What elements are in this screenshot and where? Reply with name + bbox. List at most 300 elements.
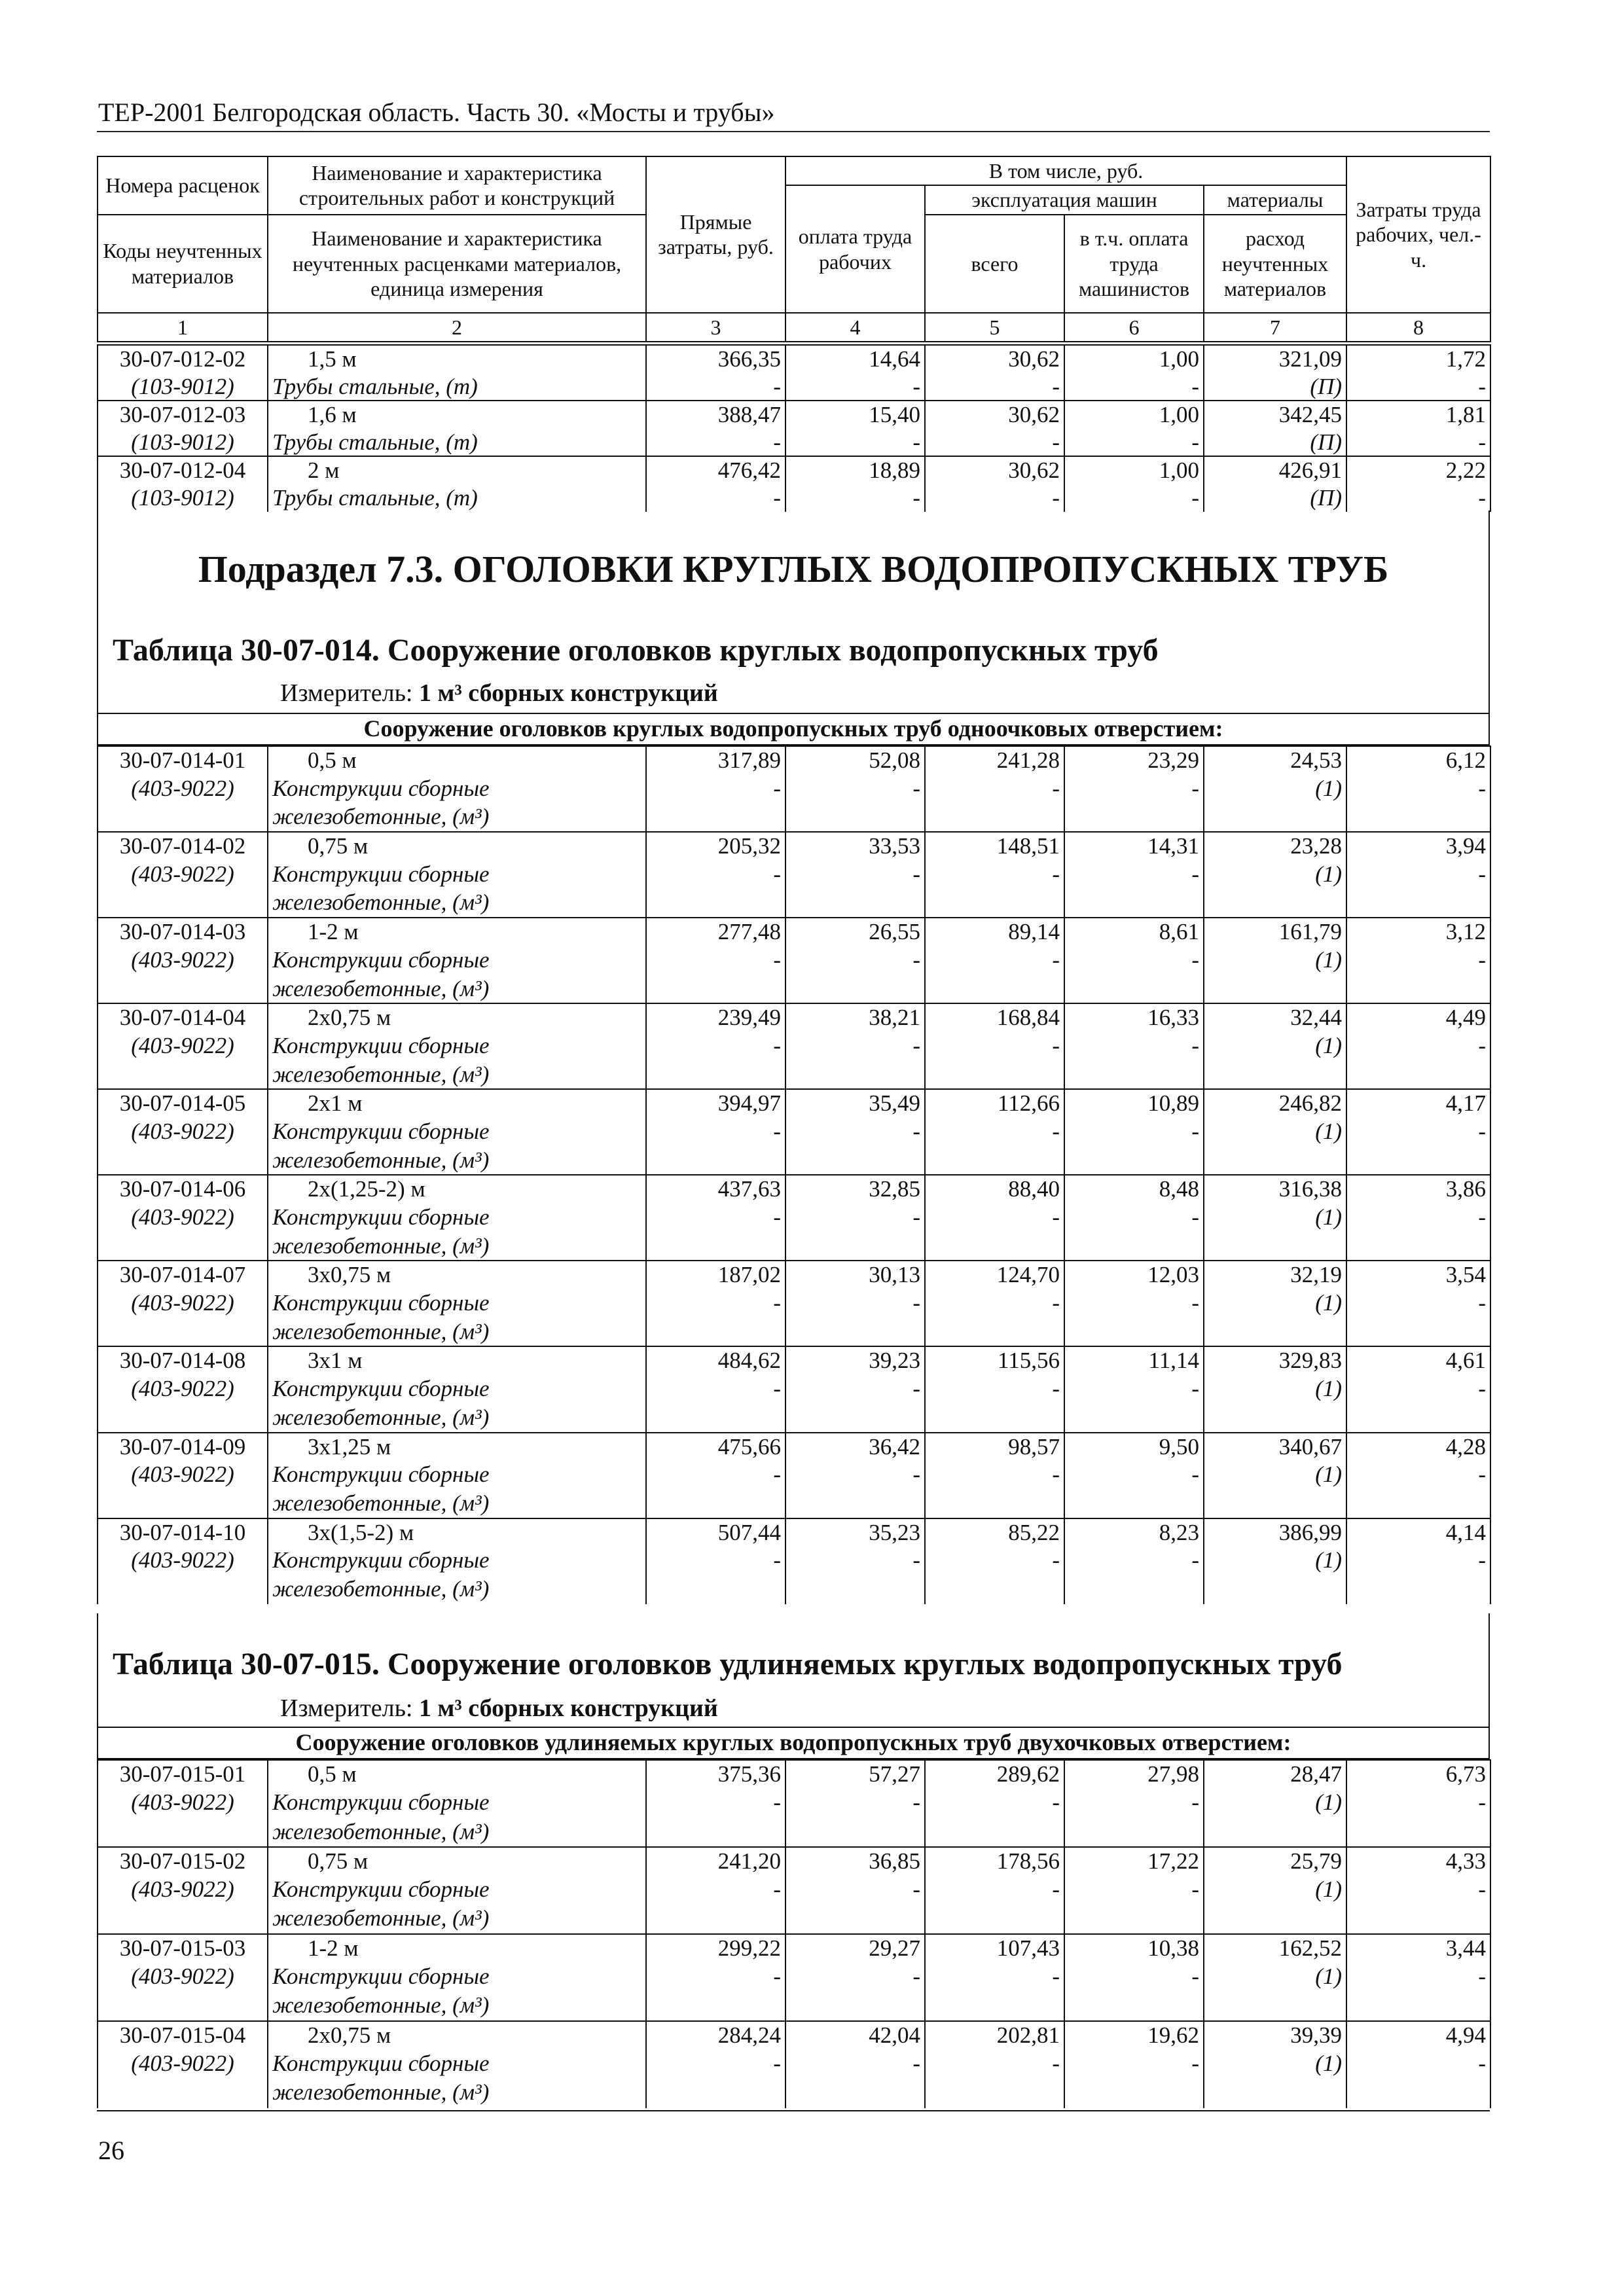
rate-code: 30-07-014-06	[98, 1175, 268, 1204]
materials-cost: 329,83	[1204, 1346, 1346, 1375]
material-name: Конструкции сборные	[268, 1876, 646, 1905]
empty-cell	[1064, 1318, 1204, 1347]
empty-cell	[98, 1818, 268, 1847]
col-header-machines-total: всего	[925, 215, 1064, 313]
material-code: (403-9022)	[98, 1547, 268, 1575]
rate-code: 30-07-015-03	[98, 1934, 268, 1963]
materials-cost: 162,52	[1204, 1934, 1346, 1963]
empty-cell	[646, 1905, 785, 1933]
col-num: 4	[785, 313, 925, 342]
empty-cell	[1064, 1992, 1204, 2020]
empty-cell	[1346, 1575, 1490, 1604]
table-row	[98, 975, 1490, 1004]
work-name: 3х1 м	[268, 1346, 646, 1375]
dash-value: -	[925, 1547, 1064, 1575]
labor-hours: 4,94	[1346, 2021, 1490, 2050]
empty-cell	[785, 1905, 925, 1933]
empty-cell	[1064, 1232, 1204, 1261]
material-name: Конструкции сборные	[268, 1289, 646, 1318]
labor-hours: 6,12	[1346, 746, 1490, 775]
table-row	[98, 1575, 1490, 1604]
machinists-pay: 19,62	[1064, 2021, 1204, 2050]
empty-cell	[925, 1490, 1064, 1518]
rate-code: 30-07-012-04	[98, 456, 268, 484]
labor-hours: 4,14	[1346, 1518, 1490, 1547]
empty-cell	[925, 975, 1064, 1004]
material-group: (1)	[1204, 775, 1346, 804]
machinists-pay: 8,48	[1064, 1175, 1204, 1204]
direct-costs: 437,63	[646, 1175, 785, 1204]
material-code: (103-9012)	[98, 484, 268, 512]
col-num: 8	[1346, 313, 1490, 342]
rate-code: 30-07-014-03	[98, 918, 268, 946]
material-group: (1)	[1204, 1032, 1346, 1061]
dash-value: -	[1064, 1963, 1204, 1992]
workers-pay: 38,21	[785, 1003, 925, 1032]
material-name: Конструкции сборные	[268, 1547, 646, 1575]
empty-cell	[1346, 803, 1490, 832]
page-number: 26	[98, 2136, 124, 2165]
workers-pay: 57,27	[785, 1760, 925, 1789]
table-row	[98, 1518, 1490, 1547]
material-name: Конструкции сборные	[268, 1032, 646, 1061]
dash-value: -	[646, 1204, 785, 1232]
table-row	[98, 1905, 1490, 1933]
table-row	[98, 1461, 1490, 1490]
empty-cell	[1346, 1147, 1490, 1175]
dash-value: -	[1064, 1375, 1204, 1404]
dash-value: -	[785, 1375, 925, 1404]
work-name: 2х1 м	[268, 1089, 646, 1118]
rates-table-014	[97, 745, 1491, 1604]
empty-cell	[1346, 975, 1490, 1004]
dash-value: -	[925, 1789, 1064, 1818]
material-name: Трубы стальные, (т)	[268, 429, 646, 457]
dash-value: -	[1064, 429, 1204, 457]
empty-cell	[1204, 1147, 1346, 1175]
rate-code: 30-07-014-05	[98, 1089, 268, 1118]
materials-cost: 340,67	[1204, 1433, 1346, 1462]
material-name: Конструкции сборные	[268, 1118, 646, 1147]
material-group: (1)	[1204, 1204, 1346, 1232]
dash-value: -	[646, 1876, 785, 1905]
dash-value: -	[646, 484, 785, 512]
material-code: (403-9022)	[98, 775, 268, 804]
labor-hours: 4,61	[1346, 1346, 1490, 1375]
material-group: (1)	[1204, 1461, 1346, 1490]
empty-cell	[785, 1318, 925, 1347]
dash-value: -	[925, 1963, 1064, 1992]
work-name: 2 м	[268, 456, 646, 484]
work-name: 0,75 м	[268, 1847, 646, 1876]
empty-cell	[98, 803, 268, 832]
empty-cell	[1346, 889, 1490, 918]
table-row	[98, 429, 1490, 457]
material-name-cont: железобетонные, (м³)	[268, 1818, 646, 1847]
empty-cell	[1064, 975, 1204, 1004]
empty-cell	[925, 1232, 1064, 1261]
empty-cell	[1064, 803, 1204, 832]
materials-cost: 32,19	[1204, 1261, 1346, 1289]
work-name: 0,75 м	[268, 832, 646, 861]
table-row	[98, 1963, 1490, 1992]
frame-bottom	[97, 2110, 1490, 2111]
empty-cell	[98, 1490, 268, 1518]
table-row	[98, 1404, 1490, 1433]
material-name-cont: железобетонные, (м³)	[268, 1318, 646, 1347]
workers-pay: 15,40	[785, 401, 925, 429]
machines-total: 30,62	[925, 401, 1064, 429]
empty-cell	[1064, 1147, 1204, 1175]
table-row	[98, 1089, 1490, 1118]
dash-value: -	[646, 861, 785, 889]
workers-pay: 36,42	[785, 1433, 925, 1462]
material-name-cont: железобетонные, (м³)	[268, 803, 646, 832]
dash-value: -	[646, 1963, 785, 1992]
dash-value: -	[1346, 1289, 1490, 1318]
empty-cell	[785, 1575, 925, 1604]
material-code: (403-9022)	[98, 1118, 268, 1147]
empty-cell	[98, 1992, 268, 2020]
empty-cell	[1346, 2079, 1490, 2108]
material-code: (403-9022)	[98, 1789, 268, 1818]
empty-cell	[1204, 1905, 1346, 1933]
empty-cell	[785, 1147, 925, 1175]
material-group: (1)	[1204, 1789, 1346, 1818]
material-name: Конструкции сборные	[268, 1204, 646, 1232]
materials-cost: 386,99	[1204, 1518, 1346, 1547]
direct-costs: 366,35	[646, 345, 785, 373]
rate-code: 30-07-014-07	[98, 1261, 268, 1289]
dash-value: -	[1064, 1789, 1204, 1818]
empty-cell	[925, 1818, 1064, 1847]
work-name: 3х(1,5-2) м	[268, 1518, 646, 1547]
rate-code: 30-07-012-02	[98, 345, 268, 373]
col-header-labor: Затраты труда рабочих, чел.-ч.	[1346, 156, 1490, 313]
table-row	[98, 803, 1490, 832]
dash-value: -	[925, 946, 1064, 975]
table-row	[98, 1147, 1490, 1175]
labor-hours: 4,17	[1346, 1089, 1490, 1118]
machinists-pay: 10,38	[1064, 1934, 1204, 1963]
empty-cell	[1204, 1575, 1346, 1604]
labor-hours: 4,33	[1346, 1847, 1490, 1876]
dash-value: -	[785, 1461, 925, 1490]
empty-cell	[925, 1992, 1064, 2020]
table-row	[98, 1318, 1490, 1347]
dash-value: -	[1064, 1461, 1204, 1490]
empty-cell	[646, 1147, 785, 1175]
rates-table-015	[97, 1759, 1491, 2108]
dash-value: -	[785, 1032, 925, 1061]
empty-cell	[98, 1318, 268, 1347]
dash-value: -	[785, 1289, 925, 1318]
running-header: ТЕР-2001 Белгородская область. Часть 30. «Мосты и трубы»	[98, 98, 775, 127]
material-code: (403-9022)	[98, 1289, 268, 1318]
dash-value: -	[646, 946, 785, 975]
material-code: (403-9022)	[98, 1876, 268, 1905]
material-group: (П)	[1204, 484, 1346, 512]
empty-cell	[1064, 889, 1204, 918]
work-name: 3х1,25 м	[268, 1433, 646, 1462]
work-name: 1-2 м	[268, 1934, 646, 1963]
dash-value: -	[1064, 484, 1204, 512]
empty-cell	[1064, 1818, 1204, 1847]
dash-value: -	[1064, 1876, 1204, 1905]
empty-cell	[1064, 1575, 1204, 1604]
machines-total: 289,62	[925, 1760, 1064, 1789]
dash-value: -	[785, 1547, 925, 1575]
material-name: Конструкции сборные	[268, 775, 646, 804]
labor-hours: 4,49	[1346, 1003, 1490, 1032]
machinists-pay: 17,22	[1064, 1847, 1204, 1876]
empty-cell	[1346, 1232, 1490, 1261]
labor-hours: 1,72	[1346, 345, 1490, 373]
empty-cell	[1204, 1818, 1346, 1847]
dash-value: -	[1346, 484, 1490, 512]
work-name: 2х0,75 м	[268, 2021, 646, 2050]
direct-costs: 187,02	[646, 1261, 785, 1289]
table-row	[98, 1003, 1490, 1032]
machines-total: 107,43	[925, 1934, 1064, 1963]
table-row	[98, 2079, 1490, 2108]
machinists-pay: 1,00	[1064, 345, 1204, 373]
empty-cell	[646, 1490, 785, 1518]
direct-costs: 484,62	[646, 1346, 785, 1375]
machines-total: 115,56	[925, 1346, 1064, 1375]
workers-pay: 42,04	[785, 2021, 925, 2050]
table-row	[98, 1847, 1490, 1876]
workers-pay: 52,08	[785, 746, 925, 775]
work-name: 2х(1,25-2) м	[268, 1175, 646, 1204]
empty-cell	[646, 1575, 785, 1604]
empty-cell	[1346, 1818, 1490, 1847]
material-code: (403-9022)	[98, 861, 268, 889]
col-header-name: Наименование и характеристика строительных работ и конструкций	[268, 156, 646, 215]
direct-costs: 475,66	[646, 1433, 785, 1462]
empty-cell	[646, 803, 785, 832]
table-row	[98, 1992, 1490, 2020]
col-header-machines: эксплуатация машин	[925, 185, 1204, 214]
frame-left	[97, 511, 98, 746]
empty-cell	[925, 1061, 1064, 1090]
dash-value: -	[646, 1461, 785, 1490]
rate-code: 30-07-014-10	[98, 1518, 268, 1547]
table-row	[98, 1789, 1490, 1818]
col-header-material-name: Наименование и характеристика неучтенных расценками материалов, единица измерения	[268, 215, 646, 313]
dash-value: -	[925, 2050, 1064, 2079]
rate-code: 30-07-015-01	[98, 1760, 268, 1789]
dash-value: -	[646, 1375, 785, 1404]
dash-value: -	[1346, 373, 1490, 401]
machinists-pay: 23,29	[1064, 746, 1204, 775]
dash-value: -	[1346, 1789, 1490, 1818]
machinists-pay: 10,89	[1064, 1089, 1204, 1118]
rate-code: 30-07-015-04	[98, 2021, 268, 2050]
work-name: 0,5 м	[268, 746, 646, 775]
empty-cell	[1204, 975, 1346, 1004]
dash-value: -	[785, 484, 925, 512]
dash-value: -	[785, 2050, 925, 2079]
empty-cell	[925, 1905, 1064, 1933]
machinists-pay: 1,00	[1064, 456, 1204, 484]
table-row	[98, 1547, 1490, 1575]
table-row	[98, 1490, 1490, 1518]
empty-cell	[646, 1061, 785, 1090]
materials-cost: 24,53	[1204, 746, 1346, 775]
dash-value: -	[925, 1032, 1064, 1061]
table-row	[98, 1118, 1490, 1147]
empty-cell	[646, 1404, 785, 1433]
table-row	[98, 1261, 1490, 1289]
dash-value: -	[646, 1547, 785, 1575]
dash-value: -	[1064, 775, 1204, 804]
empty-cell	[785, 1992, 925, 2020]
dash-value: -	[925, 1289, 1064, 1318]
empty-cell	[1204, 1490, 1346, 1518]
material-name-cont: железобетонные, (м³)	[268, 1992, 646, 2020]
machinists-pay: 11,14	[1064, 1346, 1204, 1375]
empty-cell	[1064, 1490, 1204, 1518]
machines-total: 168,84	[925, 1003, 1064, 1032]
dash-value: -	[785, 1963, 925, 1992]
empty-cell	[925, 1318, 1064, 1347]
materials-cost: 342,45	[1204, 401, 1346, 429]
material-name: Трубы стальные, (т)	[268, 373, 646, 401]
material-name: Конструкции сборные	[268, 1789, 646, 1818]
col-num: 2	[268, 313, 646, 342]
dash-value: -	[785, 1204, 925, 1232]
dash-value: -	[925, 1204, 1064, 1232]
material-name: Конструкции сборные	[268, 1963, 646, 1992]
dash-value: -	[925, 775, 1064, 804]
frame-right	[1489, 511, 1490, 746]
section-heading: Подраздел 7.3. ОГОЛОВКИ КРУГЛЫХ ВОДОПРОПУСКНЫХ ТРУБ	[198, 548, 1389, 590]
dash-value: -	[1346, 1375, 1490, 1404]
dash-value: -	[1064, 1118, 1204, 1147]
material-group: (1)	[1204, 2050, 1346, 2079]
table-row	[98, 1876, 1490, 1905]
empty-cell	[646, 1992, 785, 2020]
col-header-direct-costs: Прямые затраты, руб.	[646, 156, 785, 313]
table-row	[98, 1934, 1490, 1963]
machinists-pay: 14,31	[1064, 832, 1204, 861]
material-name-cont: железобетонные, (м³)	[268, 1490, 646, 1518]
empty-cell	[98, 889, 268, 918]
dash-value: -	[646, 2050, 785, 2079]
empty-cell	[1204, 2079, 1346, 2108]
table-row	[98, 1375, 1490, 1404]
table-banner-015: Сооружение оголовков удлиняемых круглых водопропускных труб двухочковых отверстием:	[97, 1727, 1490, 1759]
labor-hours: 3,12	[1346, 918, 1490, 946]
direct-costs: 284,24	[646, 2021, 785, 2050]
machinists-pay: 9,50	[1064, 1433, 1204, 1462]
empty-cell	[925, 1404, 1064, 1433]
material-name-cont: железобетонные, (м³)	[268, 1232, 646, 1261]
workers-pay: 26,55	[785, 918, 925, 946]
material-name: Трубы стальные, (т)	[268, 484, 646, 512]
machines-total: 30,62	[925, 345, 1064, 373]
material-name-cont: железобетонные, (м³)	[268, 2079, 646, 2108]
machinists-pay: 12,03	[1064, 1261, 1204, 1289]
empty-cell	[98, 1061, 268, 1090]
machinists-pay: 8,61	[1064, 918, 1204, 946]
table-row	[98, 1760, 1490, 1789]
empty-cell	[1346, 1905, 1490, 1933]
dash-value: -	[646, 1789, 785, 1818]
material-code: (403-9022)	[98, 946, 268, 975]
material-group: (П)	[1204, 373, 1346, 401]
table-row	[98, 345, 1490, 373]
material-name: Конструкции сборные	[268, 1375, 646, 1404]
direct-costs: 277,48	[646, 918, 785, 946]
material-code: (403-9022)	[98, 1963, 268, 1992]
frame-left	[97, 1613, 98, 1761]
workers-pay: 29,27	[785, 1934, 925, 1963]
material-code: (403-9022)	[98, 1461, 268, 1490]
dash-value: -	[1064, 1204, 1204, 1232]
material-name: Конструкции сборные	[268, 2050, 646, 2079]
col-num: 3	[646, 313, 785, 342]
workers-pay: 32,85	[785, 1175, 925, 1204]
empty-cell	[646, 975, 785, 1004]
table-row	[98, 1232, 1490, 1261]
table-row	[98, 1346, 1490, 1375]
col-num: 6	[1064, 313, 1204, 342]
work-name: 1,6 м	[268, 401, 646, 429]
work-name: 1,5 м	[268, 345, 646, 373]
empty-cell	[646, 1232, 785, 1261]
material-group: (1)	[1204, 861, 1346, 889]
col-header-workers-pay: оплата труда рабочих	[785, 185, 925, 312]
rate-code: 30-07-014-09	[98, 1433, 268, 1462]
labor-hours: 3,94	[1346, 832, 1490, 861]
material-name-cont: железобетонные, (м³)	[268, 1061, 646, 1090]
col-header-material-usage: расход неучтенных материалов	[1204, 215, 1346, 313]
table-row	[98, 1433, 1490, 1462]
empty-cell	[1064, 1404, 1204, 1433]
rate-code: 30-07-014-08	[98, 1346, 268, 1375]
machines-total: 178,56	[925, 1847, 1064, 1876]
measure-value: 1 м³ сборных конструкций	[419, 1695, 718, 1722]
labor-hours: 3,86	[1346, 1175, 1490, 1204]
material-group: (1)	[1204, 1375, 1346, 1404]
machinists-pay: 27,98	[1064, 1760, 1204, 1789]
dash-value: -	[646, 373, 785, 401]
dash-value: -	[1346, 1547, 1490, 1575]
rates-table-012	[97, 344, 1491, 512]
empty-cell	[646, 2079, 785, 2108]
dash-value: -	[925, 373, 1064, 401]
table-row	[98, 1175, 1490, 1204]
direct-costs: 241,20	[646, 1847, 785, 1876]
dash-value: -	[646, 429, 785, 457]
empty-cell	[1346, 1490, 1490, 1518]
col-header-machinists-pay: в т.ч. оплата труда машинистов	[1064, 215, 1204, 313]
empty-cell	[646, 1818, 785, 1847]
work-name: 3х0,75 м	[268, 1261, 646, 1289]
empty-cell	[98, 1404, 268, 1433]
material-group: (1)	[1204, 946, 1346, 975]
material-name-cont: железобетонные, (м³)	[268, 1147, 646, 1175]
materials-cost: 28,47	[1204, 1760, 1346, 1789]
col-num: 5	[925, 313, 1064, 342]
machines-total: 241,28	[925, 746, 1064, 775]
empty-cell	[785, 1232, 925, 1261]
dash-value: -	[646, 1032, 785, 1061]
machines-total: 202,81	[925, 2021, 1064, 2050]
dash-value: -	[1346, 861, 1490, 889]
